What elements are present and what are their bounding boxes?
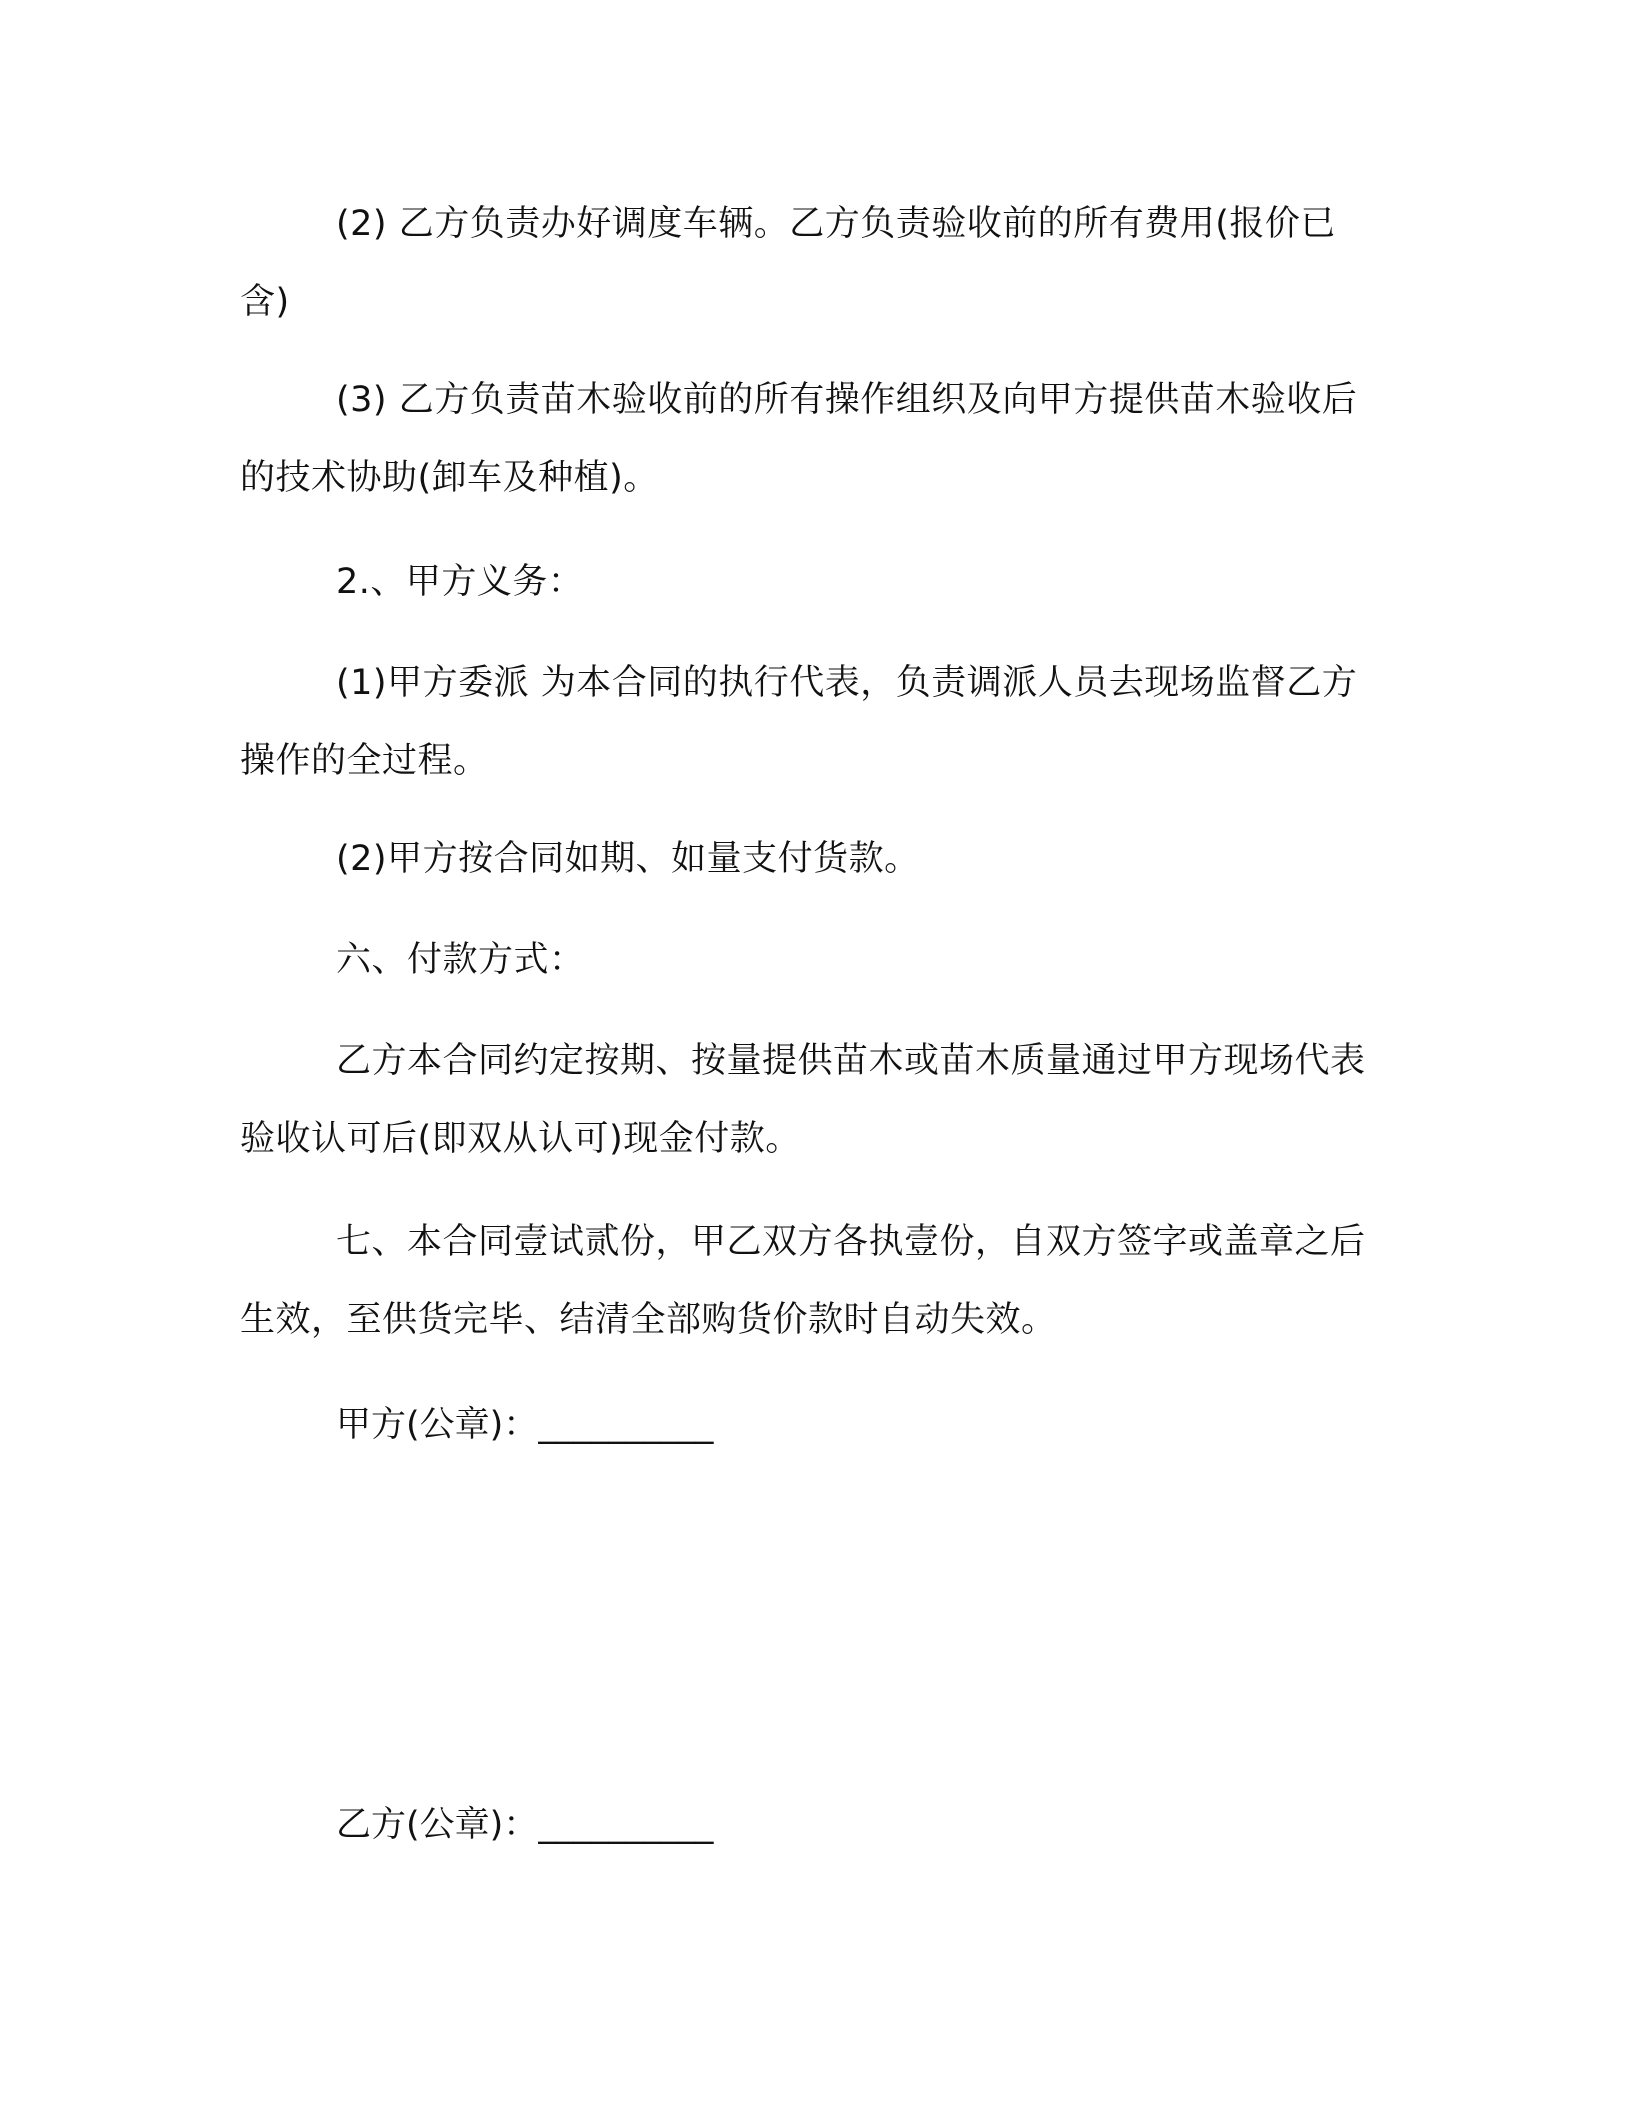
clause-party-a-representative: (1)甲方委派 为本合同的执行代表，负责调派人员去现场监督乙方操作的全过程。: [240, 663, 1358, 781]
clause-party-b-acceptance: (3) 乙方负责苗木验收前的所有操作组织及向甲方提供苗木验收后的技术协助(卸车及种植)。: [240, 380, 1358, 498]
signature-party-a-label: 甲方(公章)：: [336, 1405, 539, 1445]
signature-party-b-label: 乙方(公章)：: [336, 1805, 539, 1845]
clause-payment-terms: 乙方本合同约定按期、按量提供苗木或苗木质量通过甲方现场代表验收认可后(即双从认可)现金付款。: [240, 1041, 1366, 1159]
signature-party-a-blank: __________: [538, 1405, 714, 1445]
clause-party-b-vehicles: (2) 乙方负责办好调度车辆。乙方负责验收前的所有费用(报价已含): [240, 204, 1336, 322]
clause-copies-validity: 七、本合同壹试贰份，甲乙双方各执壹份，自双方签字或盖章之后生效，至供货完毕、结清全部购货价款时自动失效。: [240, 1222, 1366, 1340]
signature-party-b: [336, 1800, 713, 1850]
heading-payment-method: 六、付款方式：: [336, 940, 585, 980]
signature-party-b-blank: __________: [538, 1805, 714, 1845]
signature-party-a: [336, 1400, 713, 1450]
clause-party-a-payment: (2)甲方按合同如期、如量支付货款。: [336, 839, 920, 879]
heading-party-a-obligations: 2.、甲方义务：: [336, 562, 584, 602]
